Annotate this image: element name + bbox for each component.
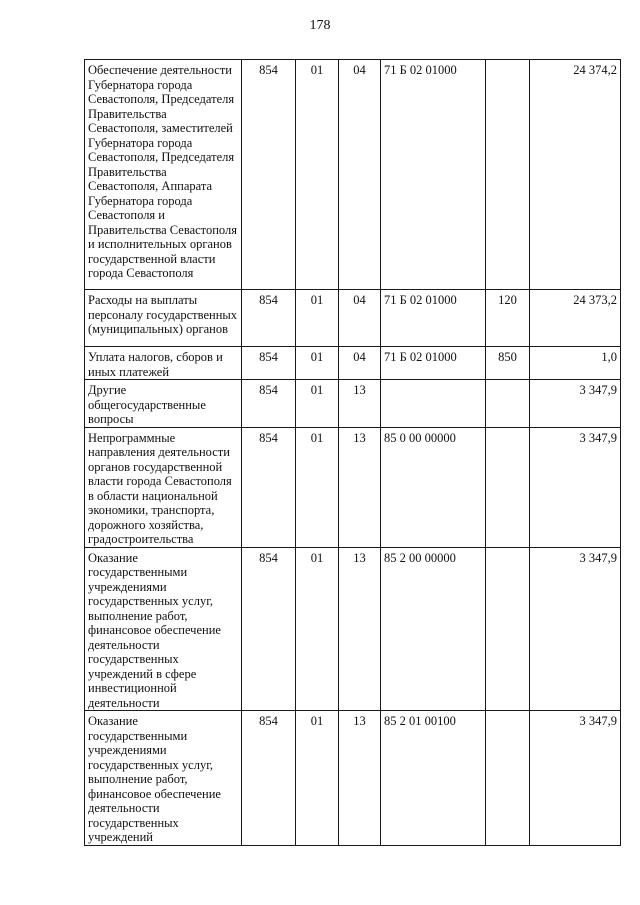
row-name: Оказание государственными учреждениями государственных услуг, выполнение работ, финансовое обеспечение деятельности государственных учреждений xyxy=(85,711,242,846)
department-code: 854 xyxy=(242,380,296,428)
subsection-code: 13 xyxy=(339,711,381,846)
section-code: 01 xyxy=(296,290,339,347)
target-item-code: 71 Б 02 01000 xyxy=(381,290,486,347)
section-code: 01 xyxy=(296,427,339,547)
row-name: Расходы на выплаты персоналу государственных (муниципальных) органов xyxy=(85,290,242,347)
target-item-code: 85 2 01 00100 xyxy=(381,711,486,846)
row-name: Непрограммные направления деятельности органов государственной власти города Севастополя в области национальной экономики, транспорта, дорожного хозяйства, градостроительства xyxy=(85,427,242,547)
subsection-code: 04 xyxy=(339,290,381,347)
subsection-code: 04 xyxy=(339,347,381,380)
row-name: Обеспечение деятельности Губернатора города Севастополя, Председателя Правительства Севастополя, заместителей Губернатора города Севастополя, Председателя Правительства Севастополя, Аппарата Губернатора города Севастополя и Правительства Севастополя и исполнительных органов государственной власти города Севастополя xyxy=(85,60,242,290)
section-code: 01 xyxy=(296,547,339,711)
target-item-code xyxy=(381,380,486,428)
section-code: 01 xyxy=(296,380,339,428)
department-code: 854 xyxy=(242,547,296,711)
amount: 3 347,9 xyxy=(530,547,621,711)
expense-type-code xyxy=(486,427,530,547)
page-number: 178 xyxy=(309,18,331,33)
amount: 24 374,2 xyxy=(530,60,621,290)
section-code: 01 xyxy=(296,347,339,380)
target-item-code: 71 Б 02 01000 xyxy=(381,60,486,290)
expense-type-code xyxy=(486,380,530,428)
department-code: 854 xyxy=(242,347,296,380)
expense-type-code xyxy=(486,711,530,846)
department-code: 854 xyxy=(242,427,296,547)
amount: 3 347,9 xyxy=(530,380,621,428)
target-item-code: 85 0 00 00000 xyxy=(381,427,486,547)
budget-table xyxy=(84,59,621,846)
amount: 3 347,9 xyxy=(530,711,621,846)
subsection-code: 04 xyxy=(339,60,381,290)
subsection-code: 13 xyxy=(339,380,381,428)
section-code: 01 xyxy=(296,711,339,846)
target-item-code: 85 2 00 00000 xyxy=(381,547,486,711)
row-name: Оказание государственными учреждениями государственных услуг, выполнение работ, финансовое обеспечение деятельности государственных учреждений в сфере инвестиционной деятельности xyxy=(85,547,242,711)
table-row xyxy=(85,427,621,547)
row-name: Другие общегосударственные вопросы xyxy=(85,380,242,428)
subsection-code: 13 xyxy=(339,427,381,547)
table-row xyxy=(85,60,621,290)
expense-type-code xyxy=(486,547,530,711)
expense-type-code: 120 xyxy=(486,290,530,347)
amount: 1,0 xyxy=(530,347,621,380)
subsection-code: 13 xyxy=(339,547,381,711)
table-row xyxy=(85,347,621,380)
row-name: Уплата налогов, сборов и иных платежей xyxy=(85,347,242,380)
expense-type-code: 850 xyxy=(486,347,530,380)
expense-type-code xyxy=(486,60,530,290)
amount: 24 373,2 xyxy=(530,290,621,347)
department-code: 854 xyxy=(242,290,296,347)
department-code: 854 xyxy=(242,711,296,846)
target-item-code: 71 Б 02 01000 xyxy=(381,347,486,380)
table-row xyxy=(85,547,621,711)
table-row xyxy=(85,711,621,846)
table-row xyxy=(85,290,621,347)
department-code: 854 xyxy=(242,60,296,290)
amount: 3 347,9 xyxy=(530,427,621,547)
section-code: 01 xyxy=(296,60,339,290)
table-row xyxy=(85,380,621,428)
